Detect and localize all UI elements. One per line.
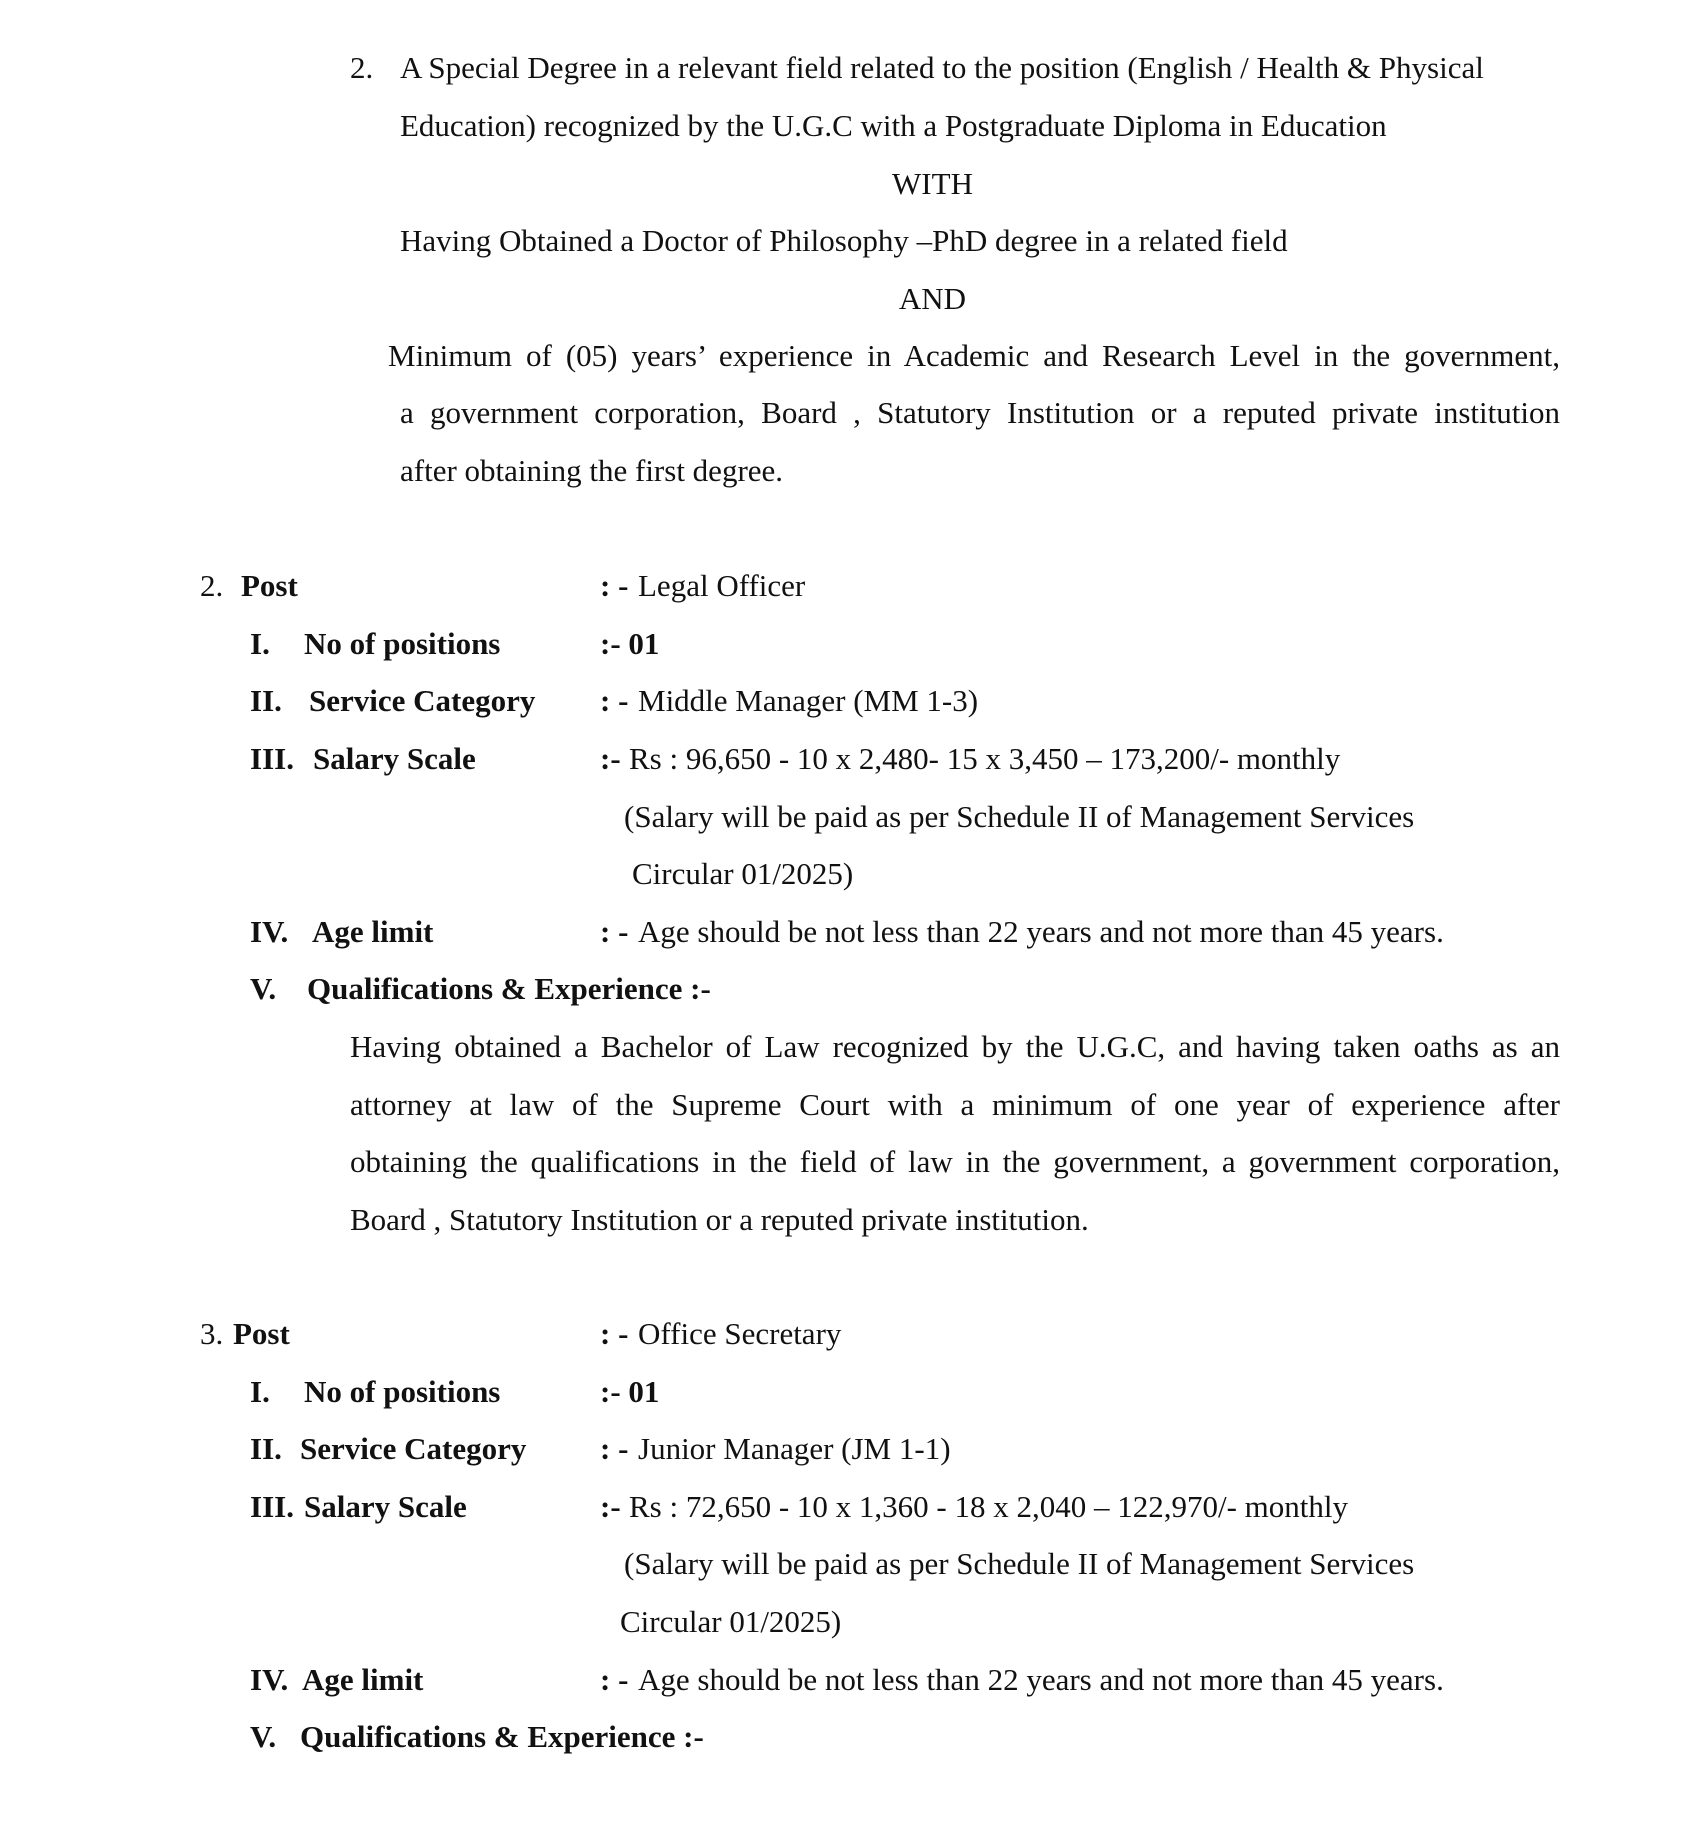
category-separator: : -	[600, 683, 629, 718]
qualifications-text-line: Having obtained a Bachelor of Law recognized by the U.G.C, and having taken oaths as an	[350, 1029, 1560, 1064]
age-numeral: IV.	[250, 914, 289, 949]
salary-numeral: III.	[250, 741, 294, 776]
qualifications-label: Qualifications & Experience :-	[300, 1719, 704, 1754]
salary-note-1: (Salary will be paid as per Schedule II of Management Services	[624, 1546, 1415, 1581]
salary-separator: :-	[600, 741, 621, 776]
category-value: Middle Manager (MM 1-3)	[638, 683, 979, 718]
positions-value: :- 01	[600, 1374, 660, 1409]
category-label: Service Category	[309, 683, 536, 718]
post-value: Office Secretary	[638, 1316, 842, 1351]
qualifications-text-line: obtaining the qualifications in the field of law in the government, a government corporation,	[350, 1144, 1560, 1179]
positions-numeral: I.	[250, 626, 270, 661]
positions-label: No of positions	[304, 626, 501, 661]
qualifications-text-last: Board , Statutory Institution or a reputed private institution.	[350, 1202, 1089, 1237]
salary-note-2: Circular 01/2025)	[632, 856, 854, 891]
salary-separator: :-	[600, 1489, 621, 1524]
post-number: 2.	[200, 568, 224, 603]
post-separator: : -	[600, 1316, 629, 1351]
post-separator: : -	[600, 568, 629, 603]
qualifications-label: Qualifications & Experience :-	[307, 971, 711, 1006]
positions-numeral: I.	[250, 1374, 270, 1409]
with-conjunction: WITH	[892, 166, 973, 201]
salary-numeral: III.	[250, 1489, 294, 1524]
salary-value: Rs : 72,650 - 10 x 1,360 - 18 x 2,040 – 122,970/- monthly	[629, 1489, 1349, 1524]
salary-note-2: Circular 01/2025)	[620, 1604, 842, 1639]
age-label: Age limit	[302, 1662, 424, 1697]
category-label: Service Category	[300, 1431, 527, 1466]
category-numeral: II.	[250, 1431, 282, 1466]
category-numeral: II.	[250, 683, 282, 718]
experience-line-1: Minimum of (05) years’ experience in Academic and Research Level in the government,	[388, 338, 1560, 373]
experience-line-2: a government corporation, Board , Statutory Institution or a reputed private institution	[400, 395, 1560, 430]
positions-label: No of positions	[304, 1374, 501, 1409]
age-numeral: IV.	[250, 1662, 289, 1697]
age-separator: : -	[600, 1662, 629, 1697]
age-value: Age should be not less than 22 years and not more than 45 years.	[638, 914, 1444, 949]
and-conjunction: AND	[898, 281, 967, 316]
qualifications-numeral: V.	[250, 1719, 277, 1754]
qualifications-numeral: V.	[250, 971, 277, 1006]
item-number: 2.	[350, 50, 374, 85]
post-number: 3.	[200, 1316, 224, 1351]
salary-value: Rs : 96,650 - 10 x 2,480- 15 x 3,450 – 173,200/- monthly	[629, 741, 1341, 776]
age-value: Age should be not less than 22 years and not more than 45 years.	[638, 1662, 1444, 1697]
post-label: Post	[233, 1316, 290, 1351]
salary-label: Salary Scale	[304, 1489, 467, 1524]
degree-line-1: A Special Degree in a relevant field related to the position (English / Health & Physical	[400, 50, 1484, 85]
positions-value: :- 01	[600, 626, 660, 661]
experience-line-3: after obtaining the first degree.	[400, 453, 784, 488]
post-value: Legal Officer	[638, 568, 806, 603]
age-separator: : -	[600, 914, 629, 949]
phd-requirement: Having Obtained a Doctor of Philosophy –PhD degree in a related field	[400, 223, 1288, 258]
salary-label: Salary Scale	[313, 741, 476, 776]
category-separator: : -	[600, 1431, 629, 1466]
qualifications-text-line: attorney at law of the Supreme Court with a minimum of one year of experience after	[350, 1087, 1560, 1122]
post-label: Post	[241, 568, 298, 603]
salary-note-1: (Salary will be paid as per Schedule II of Management Services	[624, 799, 1415, 834]
category-value: Junior Manager (JM 1-1)	[638, 1431, 951, 1466]
age-label: Age limit	[312, 914, 434, 949]
degree-line-2: Education) recognized by the U.G.C with a Postgraduate Diploma in Education	[400, 108, 1387, 143]
